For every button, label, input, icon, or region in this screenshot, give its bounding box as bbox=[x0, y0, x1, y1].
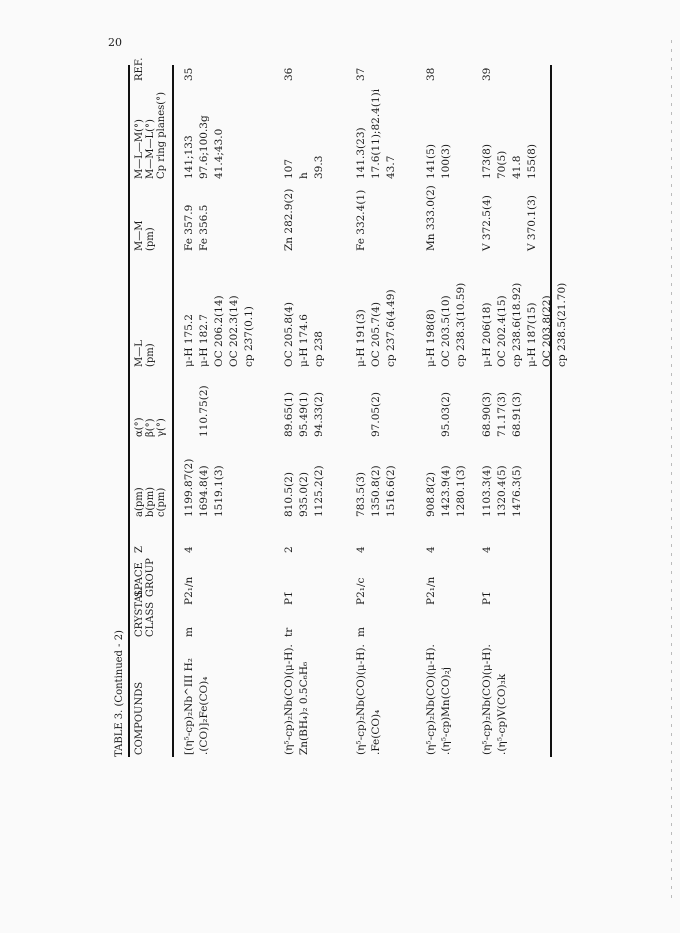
cell-line: cp 238.3(10.59) bbox=[455, 282, 467, 367]
header-ref: REF. bbox=[134, 57, 145, 81]
table-cell-cell bbox=[282, 465, 327, 517]
table-cell-space-group: P2₁/n bbox=[425, 576, 437, 605]
table-cell-ml bbox=[424, 283, 469, 367]
cell-line bbox=[510, 195, 525, 251]
cell-line: 70(5) bbox=[496, 150, 508, 179]
table-cell-ring bbox=[182, 115, 227, 179]
table-cell-ml bbox=[354, 289, 399, 367]
table-cell-mm bbox=[354, 190, 369, 251]
cell-line: (η⁵-cp)₂Nb(CO)(μ-H). bbox=[481, 644, 493, 755]
header-cell-line: a(pm) bbox=[134, 487, 145, 517]
header-rule bbox=[172, 65, 174, 757]
header-crystal-class-line: CRYSTAL bbox=[134, 588, 145, 637]
cell-line: 17.6(11);82.4(1)i bbox=[370, 88, 382, 179]
table-cell-angles bbox=[354, 392, 399, 437]
table-cell-ref: 36 bbox=[283, 67, 295, 81]
header-crystal-class-line: CLASS bbox=[145, 601, 156, 637]
bottom-rule bbox=[550, 65, 552, 757]
table-cell-angles bbox=[424, 392, 469, 437]
cell-line bbox=[454, 392, 469, 437]
cell-line: 110.75(2) bbox=[198, 385, 210, 437]
cell-line: 100(3) bbox=[440, 144, 452, 179]
cell-line: μ-H 191(3) bbox=[355, 309, 367, 367]
cell-line: [(η⁵-cp)₂Nb^III H₂ bbox=[183, 657, 195, 755]
table-cell-mm bbox=[424, 185, 439, 251]
cell-line: Zn(BH₄)₂ 0.5C₆H₆ bbox=[298, 661, 310, 755]
page-number: 20 bbox=[108, 36, 122, 49]
cell-line: OC 203.8(22) bbox=[541, 295, 553, 367]
cell-line: 1516.6(2) bbox=[385, 465, 397, 517]
header-z: Z bbox=[134, 546, 145, 553]
cell-line: 1199.87(2) bbox=[183, 458, 195, 517]
cell-line: cp 238.5(21.70) bbox=[556, 282, 568, 367]
cell-line: 1125.2(2) bbox=[313, 465, 325, 517]
table-cell-compound bbox=[424, 644, 454, 755]
cell-line: (η⁵-cp)₂Nb(CO)(μ-H). bbox=[283, 644, 295, 755]
cell-line: Fe 356.5 bbox=[198, 204, 210, 251]
table-cell-angles bbox=[480, 392, 525, 437]
cell-line: V 372.5(4) bbox=[481, 195, 493, 251]
table-cell-ring bbox=[480, 144, 540, 179]
cell-line: μ-H 175.2 bbox=[183, 314, 195, 367]
cell-line bbox=[424, 392, 439, 437]
table-cell-mm bbox=[480, 195, 540, 251]
cell-line: Zn 282.9(2) bbox=[283, 188, 295, 251]
table-cell-mm bbox=[182, 205, 212, 251]
table-cell-z: 4 bbox=[183, 546, 195, 553]
cell-line: 1103.3(4) bbox=[481, 465, 493, 517]
cell-line: Mn 333.0(2) bbox=[425, 185, 437, 251]
table-cell-space-group: P2₁/n bbox=[183, 576, 195, 605]
table-cell-cell bbox=[354, 465, 399, 517]
cell-line: 41.4;43.0 bbox=[213, 128, 225, 179]
cell-line: 141.3(23) bbox=[355, 127, 367, 179]
cell-line: 783.5(3) bbox=[355, 472, 367, 517]
header-ml-line: (pm) bbox=[145, 343, 156, 367]
table-cell-ring bbox=[354, 89, 399, 179]
header-cell-line: b(pm) bbox=[145, 486, 156, 517]
table-cell-mm bbox=[282, 189, 297, 251]
table-cell-crystal-class: m bbox=[183, 627, 195, 637]
cell-line bbox=[495, 195, 510, 251]
cell-line: OC 205.8(4) bbox=[283, 302, 295, 367]
cell-line: .(η⁵-cp)Mn(CO)₂j bbox=[440, 667, 452, 755]
cell-line: 173(8) bbox=[481, 144, 493, 179]
cell-line: 141;133 bbox=[183, 135, 195, 179]
table-cell-compound bbox=[282, 644, 312, 755]
cell-line: 41.8 bbox=[511, 155, 523, 179]
cell-line: V 370.1(3) bbox=[526, 195, 538, 251]
table-cell-ref: 37 bbox=[355, 67, 367, 81]
header-ring-line: M—L—M(°) bbox=[134, 119, 145, 179]
cell-line: OC 202.4(15) bbox=[496, 295, 508, 367]
table-cell-angles bbox=[182, 385, 227, 437]
cell-line: 810.5(2) bbox=[283, 472, 295, 517]
cell-line bbox=[182, 385, 197, 437]
table-caption: TABLE 3. (Continued - 2) bbox=[114, 630, 125, 757]
table-cell-cell bbox=[480, 465, 525, 517]
table-cell-z: 4 bbox=[425, 546, 437, 553]
scan-edge-marks bbox=[671, 40, 672, 900]
header-ring-line: Cp ring planes(°) bbox=[156, 91, 167, 179]
cell-line: Fe 357.9 bbox=[183, 204, 195, 251]
table-cell-angles bbox=[282, 392, 327, 437]
header-mm-line: M—M bbox=[134, 220, 145, 251]
cell-line: 68.90(3) bbox=[481, 392, 493, 437]
cell-line: 141(5) bbox=[425, 144, 437, 179]
cell-line: 43.7 bbox=[385, 155, 397, 179]
header-mm-line: (pm) bbox=[145, 227, 156, 251]
header-cell bbox=[134, 487, 167, 517]
table-cell-crystal-class: tr bbox=[283, 627, 295, 637]
cell-line: h bbox=[298, 172, 310, 179]
cell-line: 1423.9(4) bbox=[440, 465, 452, 517]
header-mm bbox=[134, 221, 156, 251]
table-cell-space-group: P2₁/c bbox=[355, 577, 367, 605]
cell-line: 1280.1(3) bbox=[455, 465, 467, 517]
header-cell-line: c(pm) bbox=[156, 487, 167, 517]
cell-line: 107 bbox=[283, 158, 295, 179]
cell-line: 97.6;100.3g bbox=[198, 115, 210, 179]
table-cell-ring bbox=[282, 156, 327, 179]
header-angles-line: α(°) bbox=[134, 417, 145, 437]
cell-line: μ-H 206(18) bbox=[481, 302, 493, 367]
table-cell-space-group: P1̄ bbox=[283, 591, 295, 605]
cell-line: 95.49(1) bbox=[298, 392, 310, 437]
table-cell-ml bbox=[282, 302, 327, 367]
header-ring-line: M—M—L(°) bbox=[145, 119, 156, 179]
table-cell-space-group: P1̄ bbox=[481, 591, 493, 605]
table-cell-ml bbox=[480, 283, 570, 367]
cell-line: μ-H 182.7 bbox=[198, 314, 210, 367]
table-cell-ring bbox=[424, 144, 454, 179]
cell-line: 1694.8(4) bbox=[198, 465, 210, 517]
table-cell-compound bbox=[354, 644, 384, 755]
cell-line: 71.17(3) bbox=[496, 392, 508, 437]
cell-line: OC 205.7(4) bbox=[370, 302, 382, 367]
table-cell-ml bbox=[182, 295, 257, 367]
header-ring bbox=[134, 92, 167, 179]
header-space-group-line: SPACE bbox=[134, 562, 145, 597]
cell-line: μ-H 198(8) bbox=[425, 309, 437, 367]
cell-line bbox=[354, 392, 369, 437]
cell-line: (η⁵-cp)₂Nb(CO)(μ-H). bbox=[355, 644, 367, 755]
table-cell-compound bbox=[480, 644, 510, 755]
cell-line: OC 203.5(10) bbox=[440, 295, 452, 367]
cell-line: cp 238 bbox=[313, 331, 325, 367]
cell-line: cp 238.6(18.92) bbox=[511, 282, 523, 367]
cell-line: 95.03(2) bbox=[440, 392, 452, 437]
cell-line bbox=[212, 385, 227, 437]
cell-line: cp 237(0.1) bbox=[243, 306, 255, 367]
table-cell-cell bbox=[424, 465, 469, 517]
header-angles-line: γ(°) bbox=[156, 418, 167, 437]
header-angles-line: β(°) bbox=[145, 418, 156, 437]
cell-line: 1350.8(2) bbox=[370, 465, 382, 517]
table-cell-compound bbox=[182, 658, 212, 755]
header-space-group-line: GROUP bbox=[145, 558, 156, 597]
table-cell-ref: 39 bbox=[481, 67, 493, 81]
cell-line: 155(8) bbox=[526, 144, 538, 179]
cell-line: 1519.1(3) bbox=[213, 465, 225, 517]
rotated-table bbox=[112, 57, 568, 757]
cell-line: 94.33(2) bbox=[313, 392, 325, 437]
cell-line: μ-H 187(15) bbox=[526, 302, 538, 367]
table-cell-z: 4 bbox=[355, 546, 367, 553]
cell-line: Fe 332.4(1) bbox=[355, 189, 367, 251]
table-cell-z: 4 bbox=[481, 546, 493, 553]
header-ml bbox=[134, 340, 156, 367]
cell-line: 908.8(2) bbox=[425, 472, 437, 517]
header-compounds: COMPOUNDS bbox=[134, 681, 145, 755]
table-cell-ref: 35 bbox=[183, 67, 195, 81]
cell-line: OC 202.3(14) bbox=[228, 295, 240, 367]
cell-line: OC 206.2(14) bbox=[213, 295, 225, 367]
header-ml-line: M—L bbox=[134, 340, 145, 367]
cell-line: .(CO)]₂Fe(CO)₄ bbox=[198, 676, 210, 755]
cell-line: 97.05(2) bbox=[370, 392, 382, 437]
top-rule bbox=[128, 65, 130, 757]
cell-line bbox=[384, 392, 399, 437]
cell-line: (η⁵-cp)₂Nb(CO)(μ-H). bbox=[425, 644, 437, 755]
cell-line: 935.0(2) bbox=[298, 472, 310, 517]
table-cell-z: 2 bbox=[283, 546, 295, 553]
cell-line: 68.91(3) bbox=[511, 392, 523, 437]
cell-line: 1476.3(5) bbox=[511, 465, 523, 517]
cell-line: 89.65(1) bbox=[283, 392, 295, 437]
cell-line: .(η⁵-cp)V(CO)₃k bbox=[496, 673, 508, 755]
table-cell-cell bbox=[182, 459, 227, 517]
cell-line: 39.3 bbox=[313, 155, 325, 179]
cell-line: μ-H 174.6 bbox=[298, 314, 310, 367]
header-angles bbox=[134, 417, 167, 437]
cell-line: cp 237.6(4.49) bbox=[385, 289, 397, 367]
cell-line: .Fe(CO)₄ bbox=[370, 709, 382, 755]
cell-line: 1320.4(5) bbox=[496, 465, 508, 517]
table-cell-crystal-class: m bbox=[355, 627, 367, 637]
table-cell-ref: 38 bbox=[425, 67, 437, 81]
header-space-group bbox=[134, 558, 156, 597]
